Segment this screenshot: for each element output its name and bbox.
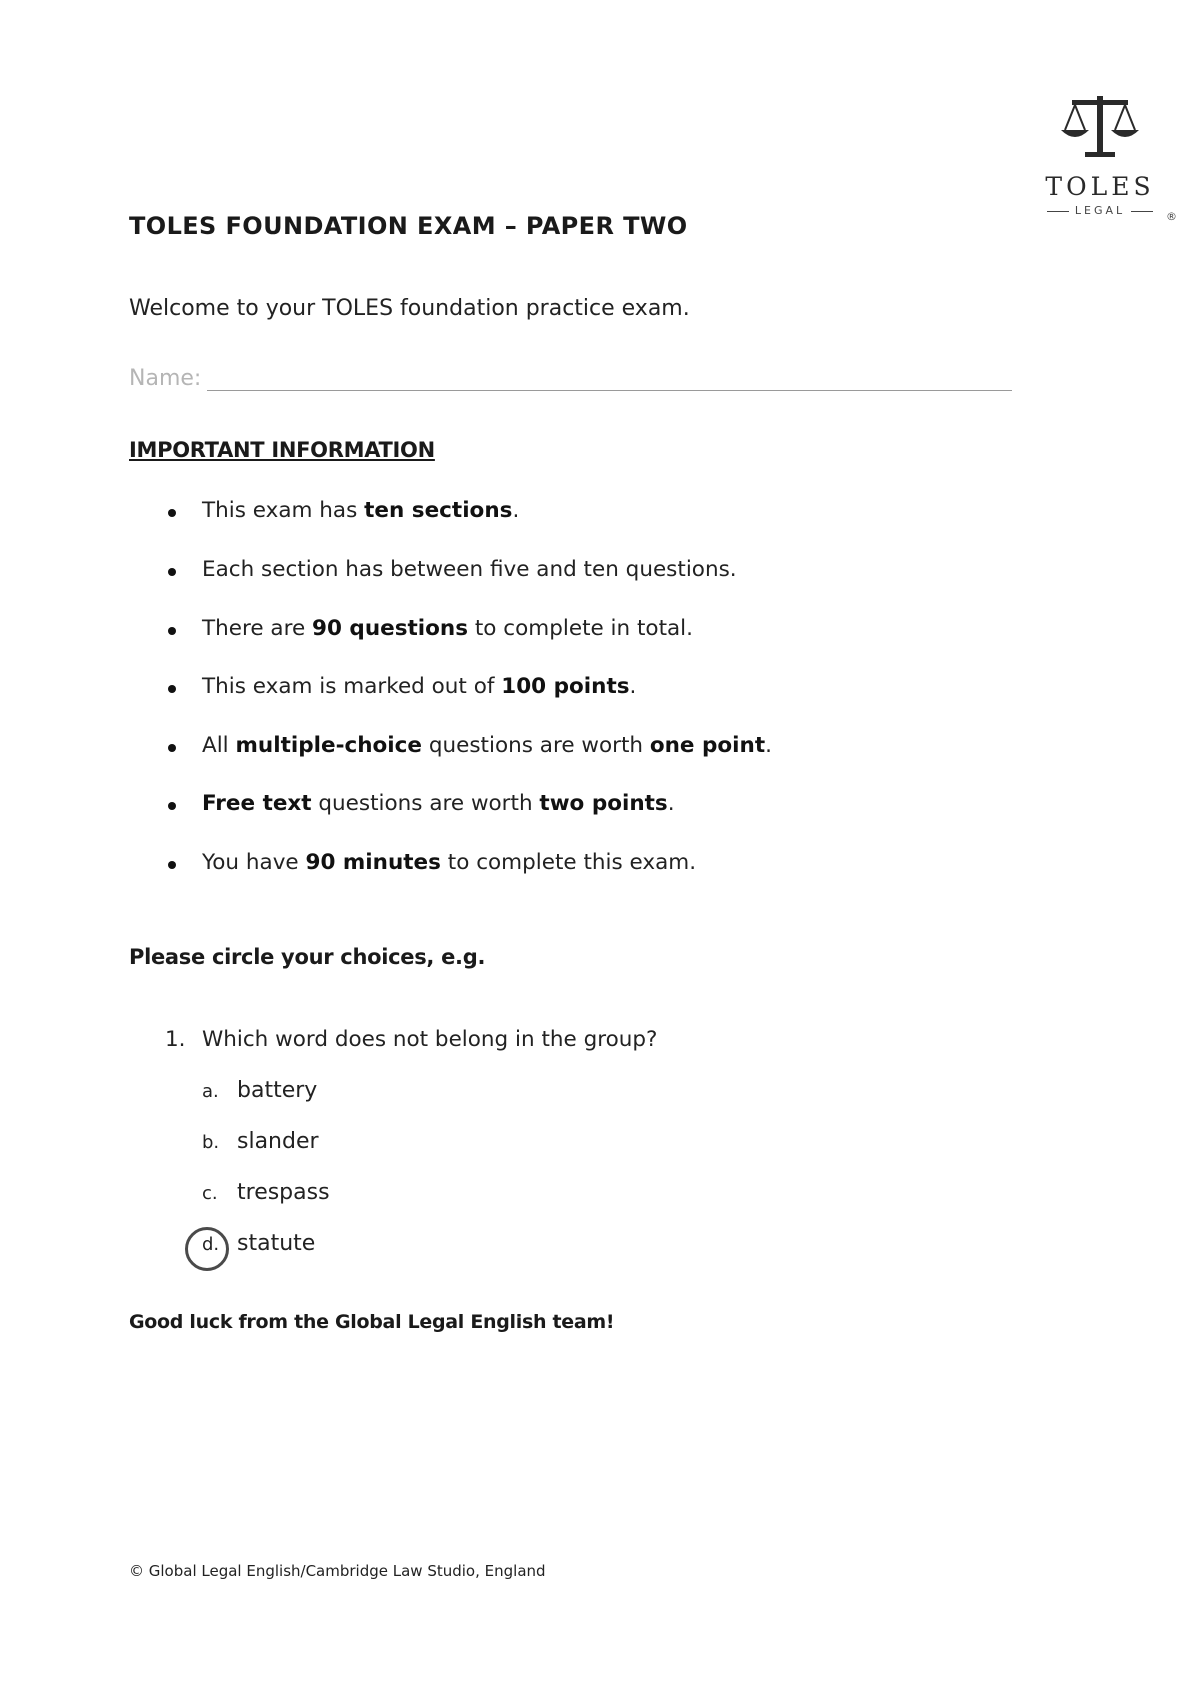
- toles-legal-logo: [1025, 92, 1175, 232]
- important-information-heading: IMPORTANT INFORMATION: [129, 438, 435, 462]
- option-letter-c[interactable]: c.: [202, 1183, 218, 1204]
- good-luck-message: Good luck from the Global Legal English team!: [129, 1311, 615, 1333]
- logo-subtitle: LEGAL: [1025, 204, 1175, 217]
- selected-answer-circle: [185, 1227, 229, 1271]
- logo-wordmark: TOLES: [1045, 172, 1155, 201]
- option-letter-b[interactable]: b.: [202, 1132, 220, 1153]
- list-item: There are 90 questions to complete in total.: [202, 616, 693, 641]
- option-text-c: trespass: [237, 1180, 330, 1205]
- circle-instruction: Please circle your choices, e.g.: [129, 945, 486, 969]
- name-input-line[interactable]: [207, 366, 1012, 391]
- name-field-row: [129, 366, 1012, 391]
- option-letter-a[interactable]: a.: [202, 1081, 219, 1102]
- page-title: TOLES FOUNDATION EXAM – PAPER TWO: [129, 212, 688, 240]
- name-label: Name:: [129, 366, 202, 391]
- welcome-text: Welcome to your TOLES foundation practice exam.: [129, 296, 690, 321]
- option-text-a: battery: [237, 1078, 318, 1103]
- list-item: All multiple-choice questions are worth one point.: [202, 733, 772, 758]
- scales-of-justice-icon: [1025, 92, 1175, 170]
- list-item: Each section has between five and ten questions.: [202, 557, 737, 582]
- example-question-text: Which word does not belong in the group?: [202, 1027, 658, 1052]
- copyright-footer: © Global Legal English/Cambridge Law Studio, England: [129, 1562, 546, 1580]
- list-item: Free text questions are worth two points.: [202, 791, 675, 816]
- option-text-b: slander: [237, 1129, 319, 1154]
- list-item: This exam has ten sections.: [202, 498, 520, 523]
- list-item: This exam is marked out of 100 points.: [202, 674, 637, 699]
- registered-mark: ®: [1166, 210, 1177, 223]
- list-item: You have 90 minutes to complete this exam.: [202, 850, 697, 875]
- example-question-number: 1.: [165, 1027, 186, 1052]
- option-text-d: statute: [237, 1231, 316, 1256]
- option-letter-d[interactable]: d.: [202, 1234, 220, 1255]
